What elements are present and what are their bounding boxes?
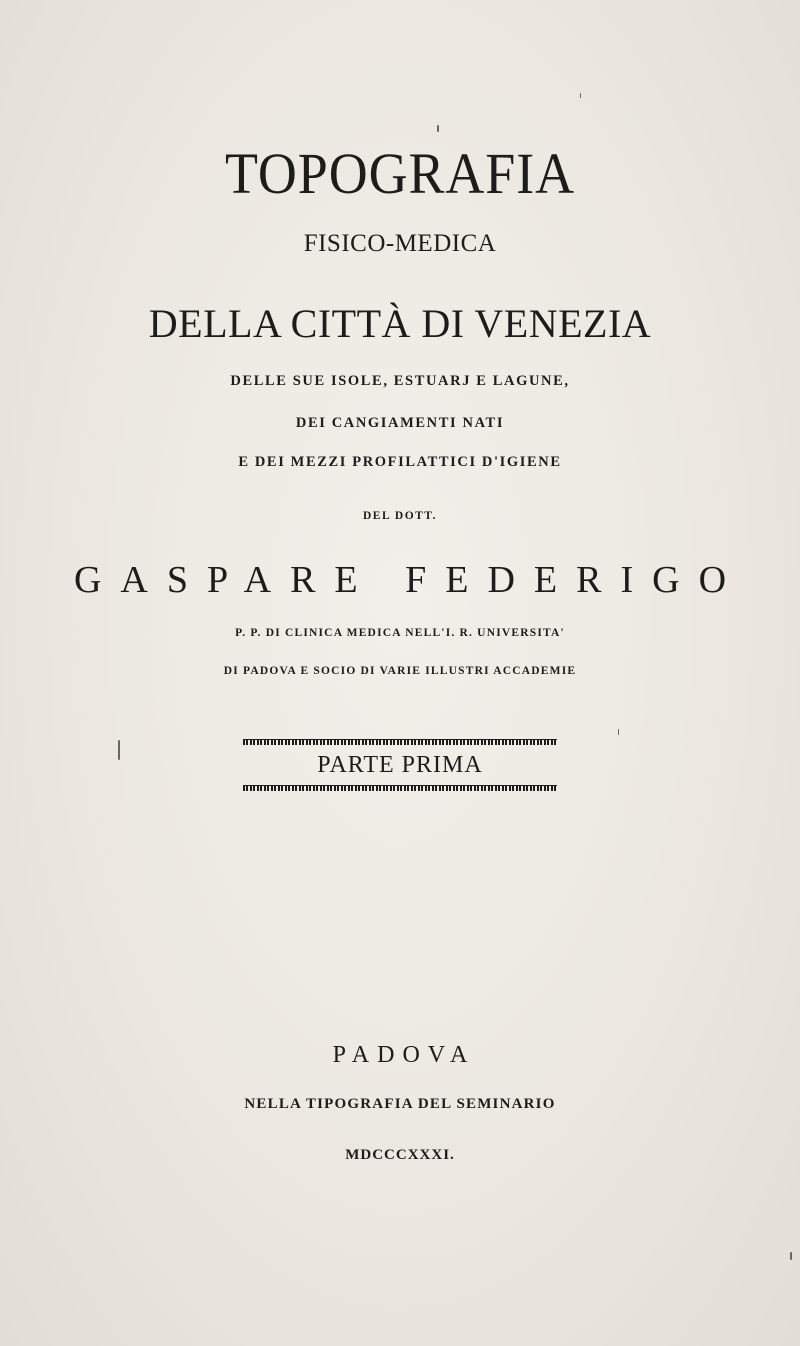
affiliation-line-1: P. P. DI CLINICA MEDICA NELL'I. R. UNIVERSITA' <box>235 627 565 639</box>
by-line: DEL DOTT. <box>363 510 437 522</box>
book-title: TOPOGRAFIA <box>225 141 575 206</box>
subtitle-line-2: DEI CANGIAMENTI NATI <box>295 415 505 431</box>
paper-speck <box>437 125 439 132</box>
author-name: GASPARE FEDERIGO <box>73 559 746 601</box>
publication-city: PADOVA <box>332 1042 476 1068</box>
paper-speck <box>118 740 120 760</box>
affiliation-line-2: DI PADOVA E SOCIO DI VARIE ILLUSTRI ACCADEMIE <box>223 665 577 677</box>
paper-speck <box>580 93 581 98</box>
city-line: DELLA CITTÀ DI VENEZIA <box>148 301 652 346</box>
paper-speck <box>790 1252 792 1260</box>
paper-speck <box>618 729 619 735</box>
subtitle-line-1: DELLE SUE ISOLE, ESTUARJ E LAGUNE, <box>230 373 570 389</box>
subtitle-line-3: E DEI MEZZI PROFILATTICI D'IGIENE <box>238 454 562 470</box>
publication-year: MDCCCXXXI. <box>345 1147 455 1163</box>
ornamental-rule-top <box>243 739 557 745</box>
part-heading: PARTE PRIMA <box>317 752 483 778</box>
ornamental-rule-bottom <box>243 785 557 791</box>
printer-line: NELLA TIPOGRAFIA DEL SEMINARIO <box>244 1096 556 1112</box>
book-subtitle: FISICO-MEDICA <box>303 230 497 257</box>
